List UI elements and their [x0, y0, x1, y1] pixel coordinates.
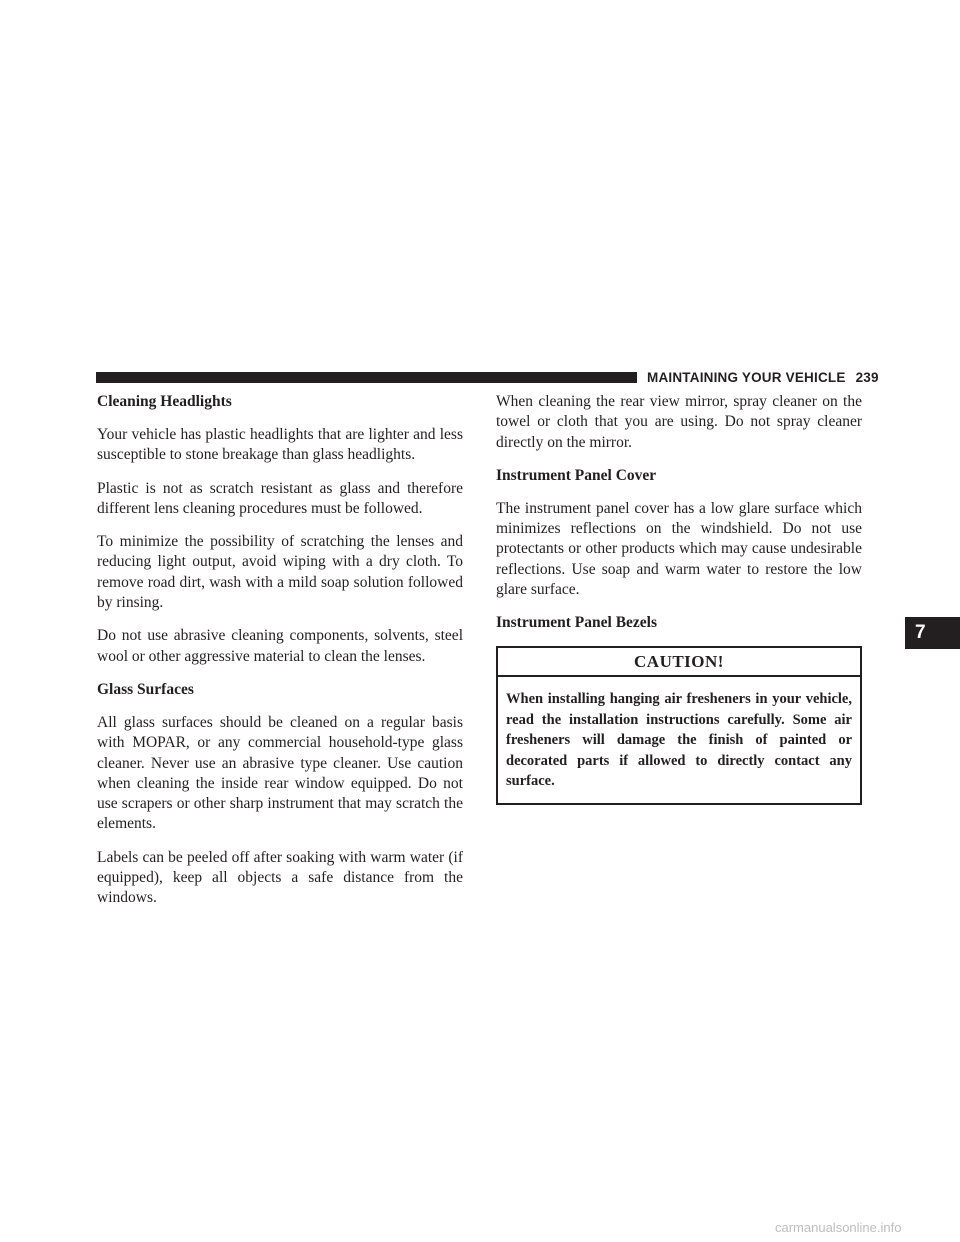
instrument-panel-cover-heading: Instrument Panel Cover — [496, 466, 657, 484]
panel-cover-paragraph: The instrument panel cover has a low glare surface which minimizes reflections on the windshield. Do not use protectants or other products which may cause undesirable reflections. Use soap and warm water to restore the low glare surface. — [496, 499, 862, 599]
glass-paragraph-1: All glass surfaces should be cleaned on a regular basis with MOPAR, or any commercial household-type glass cleaner. Never use an abrasive type cleaner. Use caution when cleaning the inside rear window equipped. Do not use scrapers or other sharp instrument that may scratch the elements. — [97, 713, 463, 833]
headlights-paragraph-3: To minimize the possibility of scratching the lenses and reducing light output, avoid wiping with a dry cloth. To remove road dirt, wash with a mild soap solution followed by rinsing. — [97, 533, 463, 612]
page-number: 239 — [855, 370, 879, 385]
mirror-paragraph: When cleaning the rear view mirror, spray cleaner on the towel or cloth that you are using. Do not spray cleaner directly on the mirror. — [496, 393, 862, 451]
instrument-panel-bezels-heading: Instrument Panel Bezels — [496, 614, 658, 632]
headlights-paragraph-2: Plastic is not as scratch resistant as glass and therefore different lens cleaning procedures must be followed. — [97, 479, 463, 517]
left-column — [97, 392, 463, 922]
caution-box — [496, 646, 862, 805]
caution-text: When installing hanging air fresheners in your vehicle, read the installation instructions carefully. Some air fresheners will damage the finish of painted or decorated parts if allowed to directly contact any surface. — [506, 691, 852, 789]
caution-title: CAUTION! — [498, 648, 860, 677]
watermark: carmanualsonline.info — [775, 1220, 902, 1235]
right-column — [496, 392, 862, 805]
section-title: MAINTAINING YOUR VEHICLE — [647, 370, 846, 385]
header-rule — [96, 372, 637, 383]
chapter-tab: 7 — [905, 617, 960, 649]
glass-surfaces-heading: Glass Surfaces — [97, 680, 194, 698]
running-header — [647, 369, 879, 387]
headlights-paragraph-1: Your vehicle has plastic headlights that are lighter and less susceptible to stone breakage than glass headlights. — [97, 426, 463, 464]
headlights-paragraph-4: Do not use abrasive cleaning components, solvents, steel wool or other aggressive material to clean the lenses. — [97, 627, 463, 665]
glass-paragraph-2: Labels can be peeled off after soaking with warm water (if equipped), keep all objects a safe distance from the windows. — [97, 848, 463, 907]
cleaning-headlights-heading: Cleaning Headlights — [97, 393, 232, 410]
